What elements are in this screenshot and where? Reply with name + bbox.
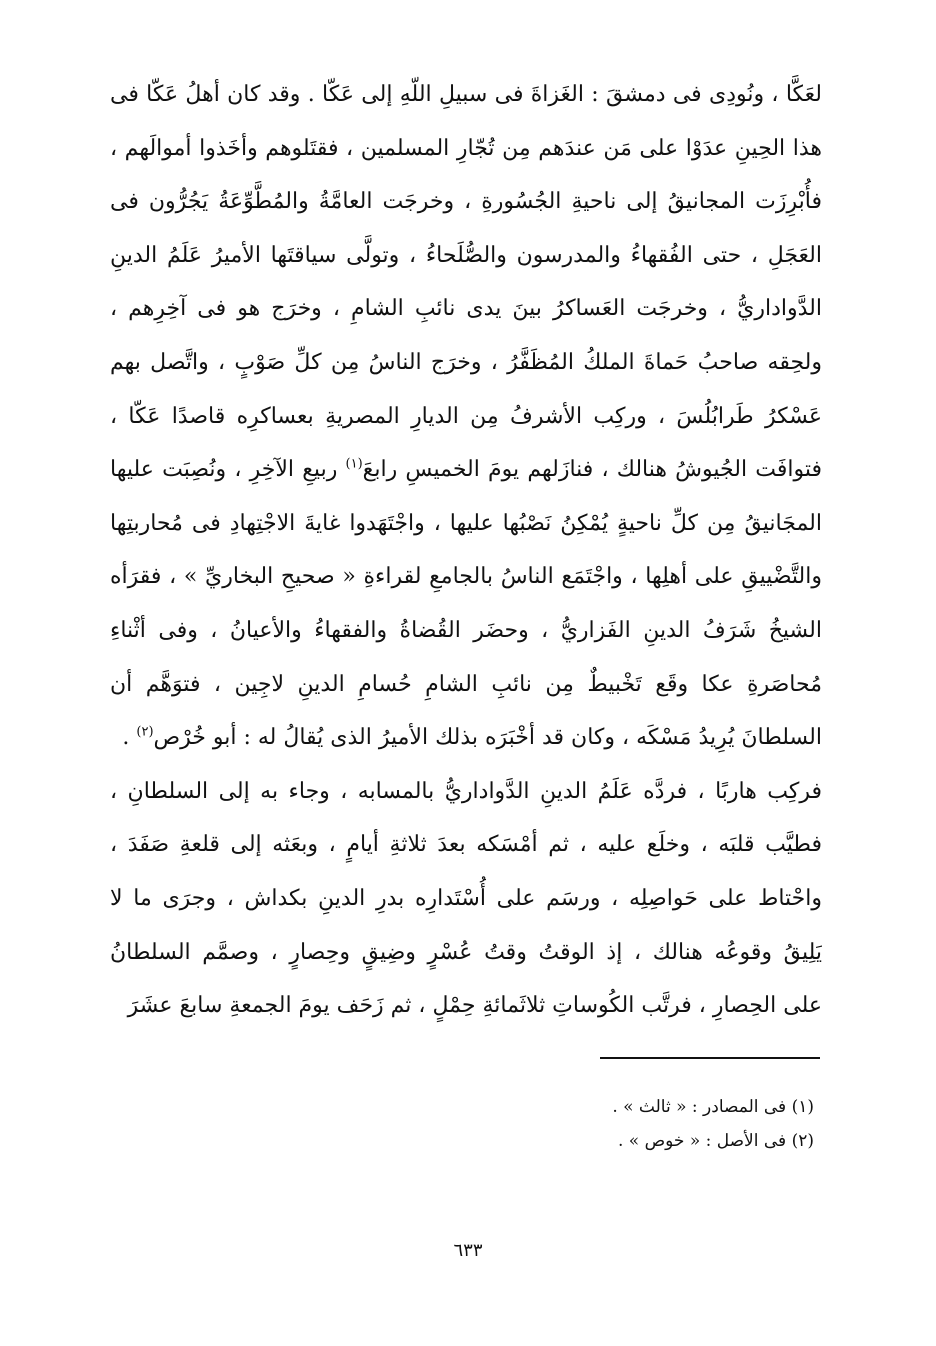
text-line-part: السلطانَ يُرِيدُ مَسْكَه ، وكان قد أخْبَرَه بذلك الأميرُ الذى يُقالُ له : أبو خُرْص (153, 725, 822, 751)
text-line: الشيخُ شَرَفُ الدينِ الفَزاريُّ ، وحضَر القُضاةُ والفقهاءُ والأعيانُ ، وفى أثْناءِ (110, 617, 822, 643)
page-number: ٦٣٣ (453, 1240, 483, 1261)
text-line: والتَّضْييقِ على أهلِها ، واجْتَمَع الناسُ بالجامعِ لقراءةِ « صحيحِ البخاريِّ » ، فقرَأه (110, 564, 822, 590)
text-line: هذا الحِينِ عدَوْا على مَن عندَهم مِن تُجّارِ المسلمين ، فقتَلوهم وأخَذوا أموالَهم ، (110, 135, 822, 161)
text-line: على الحِصارِ ، فرتَّب الكُوساتِ ثلاثَمائةِ حِمْلٍ ، ثم زَحَف يومَ الجمعةِ سابعَ عشَرَ (127, 993, 822, 1019)
text-line: الدَّواداريُّ ، وخرجَت العَساكرُ بينَ يدى نائبِ الشامِ ، وخرَج هو فى آخِرِهم ، (110, 296, 822, 322)
text-line: واحْتاط على حَواصِلِه ، ورسَم على أُسْتَدارِه بدرِ الدينِ بكداش ، وجرَى ما لا (110, 885, 822, 911)
footnote-2: (٢) فى الأصل : « خوص » . (617, 1131, 814, 1151)
main-text-block (110, 68, 822, 1033)
text-line-with-footnote (110, 711, 822, 765)
footnote-reference-1: (١) (345, 456, 363, 472)
text-line: عَسْكرُ طَرابُلُسَ ، وركِب الأشرفُ مِن الديارِ المصريةِ بعساكرِه قاصدًا عَكّا ، (110, 403, 822, 429)
text-line: العَجَلِ ، حتى الفُقهاءُ والمدرسون والصُّلَحاءُ ، وتولَّى سياقتَها الأميرُ عَلَمُ الدينِ (110, 242, 822, 268)
text-line-with-footnote (110, 443, 822, 497)
text-line: يَلِيقُ وقوعُه هنالك ، إذ الوقتُ وقتُ عُسْرٍ وضِيقٍ وحِصارٍ ، وصمَّم السلطانُ (110, 939, 822, 965)
footnote-separator (600, 1057, 820, 1059)
text-line: فطيَّب قلبَه ، وخلَع عليه ، ثم أمْسَكه بعدَ ثلاثةِ أيامٍ ، وبعَثه إلى قلعةِ صَفَدَ ، (110, 832, 822, 858)
text-line-part: . (122, 725, 130, 751)
text-line: المجَانيقُ مِن كلِّ ناحيةٍ يُمْكِنُ نَصْبُها عليها ، واجْتَهَدوا غايةَ الاجْتِهادِ فى مُحاربتِها (110, 510, 822, 536)
text-line-part: ربيعِ الآخِرِ ، ونُصِبَت عليها (110, 457, 338, 483)
text-line: فأُبْرِزَت المجانيقُ إلى ناحيةِ الجُسُورةِ ، وخرجَت العامَّةُ والمُطَّوِّعَةُ يَجُرُّون فى (110, 189, 822, 215)
footnote-reference-2: (٢) (136, 724, 154, 740)
text-line: فركِب هاربًا ، فردَّه عَلَمُ الدينِ الدَّواداريُّ بالمسابه ، وجاء به إلى السلطانِ ، (110, 778, 822, 804)
text-line: مُحاصَرةِ عكا وقَع تَخْبيطٌ مِن نائبِ الشامِ حُسامِ الدينِ لاجِين ، فتوَهَّم أن (110, 671, 822, 697)
text-line: لعَكَّا ، ونُودِى فى دمشقَ : الغَزاةَ فى سبيلِ اللّهِ إلى عَكّا . وقد كان أهلُ عَكّا فى (110, 82, 822, 107)
footnote-1: (١) فى المصادر : « ثالث » . (612, 1097, 814, 1117)
text-line-part: فتوافَت الجُيوشُ هنالك ، فنازَلهم يومَ الخميسِ رابعَ (362, 457, 822, 483)
text-line: ولحِقه صاحبُ حَماةَ الملكُ المُظَفَّرُ ، وخرَج الناسُ مِن كلِّ صَوْبٍ ، واتَّصل بهم (110, 349, 822, 375)
footnotes-block (300, 1090, 814, 1158)
